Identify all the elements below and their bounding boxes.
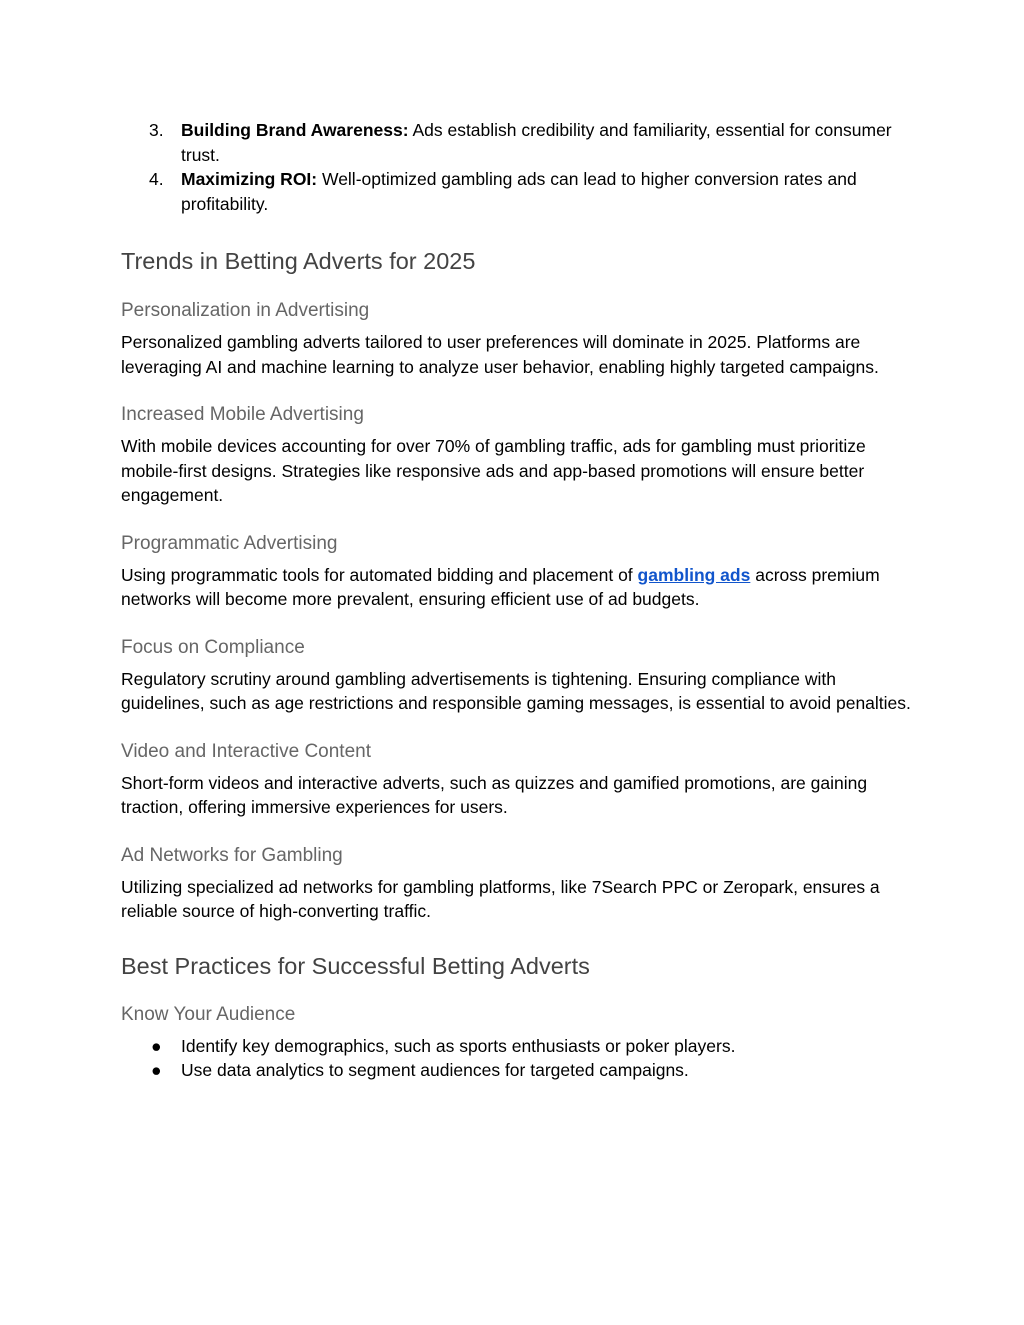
bullet-icon: ● <box>151 1060 162 1080</box>
programmatic-heading: Programmatic Advertising <box>121 532 338 554</box>
numbered-list <box>121 118 911 216</box>
personalization-paragraph: Personalized gambling adverts tailored to user preferences will dominate in 2025. Platforms are leveraging AI and machine learning to analyze user behavior, enabling highly targeted campaigns. <box>121 332 879 377</box>
gambling-ads-link[interactable]: gambling ads <box>637 564 751 585</box>
list-item <box>121 167 911 216</box>
list-item <box>121 118 911 167</box>
audience-bullet-list <box>121 1034 911 1083</box>
bullet-icon: ● <box>151 1035 162 1056</box>
video-heading: Video and Interactive Content <box>121 740 371 762</box>
list-item-text: Ads establish credibility and familiarity, essential for consumer trust. <box>181 120 892 165</box>
document-page <box>121 118 911 1083</box>
audience-heading: Know Your Audience <box>121 1003 296 1025</box>
trends-heading: Trends in Betting Adverts for 2025 <box>121 248 476 274</box>
programmatic-text-after: across premium networks will become more prevalent, ensuring efficient use of ad budgets. <box>121 564 880 609</box>
programmatic-text-before: Using programmatic tools for automated bidding and placement of <box>121 564 638 585</box>
list-number: 4. <box>149 169 164 189</box>
compliance-heading: Focus on Compliance <box>121 636 305 658</box>
list-number: 3. <box>149 120 164 140</box>
list-item-bold: Building Brand Awareness: <box>181 120 409 140</box>
compliance-paragraph: Regulatory scrutiny around gambling advertisements is tightening. Ensuring compliance with guidelines, such as age restrictions and responsible gaming messages, is essential to avoid penalties. <box>121 668 911 713</box>
programmatic-paragraph <box>121 563 911 612</box>
personalization-heading: Personalization in Advertising <box>121 300 370 321</box>
bullet-text: Use data analytics to segment audiences for targeted campaigns. <box>181 1060 689 1080</box>
list-item <box>121 1058 911 1083</box>
best-practices-heading: Best Practices for Successful Betting Adverts <box>121 952 590 979</box>
mobile-heading: Increased Mobile Advertising <box>121 404 364 425</box>
bullet-text: Identify key demographics, such as sports enthusiasts or poker players. <box>181 1035 736 1056</box>
networks-heading: Ad Networks for Gambling <box>121 844 343 866</box>
mobile-paragraph: With mobile devices accounting for over 70% of gambling traffic, ads for gambling must prioritize mobile-first designs. Strategies like responsive ads and app-based promotions will ensure better engagement. <box>121 436 866 505</box>
list-item <box>121 1034 911 1059</box>
video-paragraph: Short-form videos and interactive adverts, such as quizzes and gamified promotions, are gaining traction, offering immersive experiences for users. <box>121 772 868 817</box>
list-item-text: Well-optimized gambling ads can lead to higher conversion rates and profitability. <box>181 169 857 214</box>
list-item-bold: Maximizing ROI: <box>181 169 318 189</box>
networks-paragraph: Utilizing specialized ad networks for gambling platforms, like 7Search PPC or Zeropark, ensures a reliable source of high-converting traffic. <box>121 876 880 921</box>
